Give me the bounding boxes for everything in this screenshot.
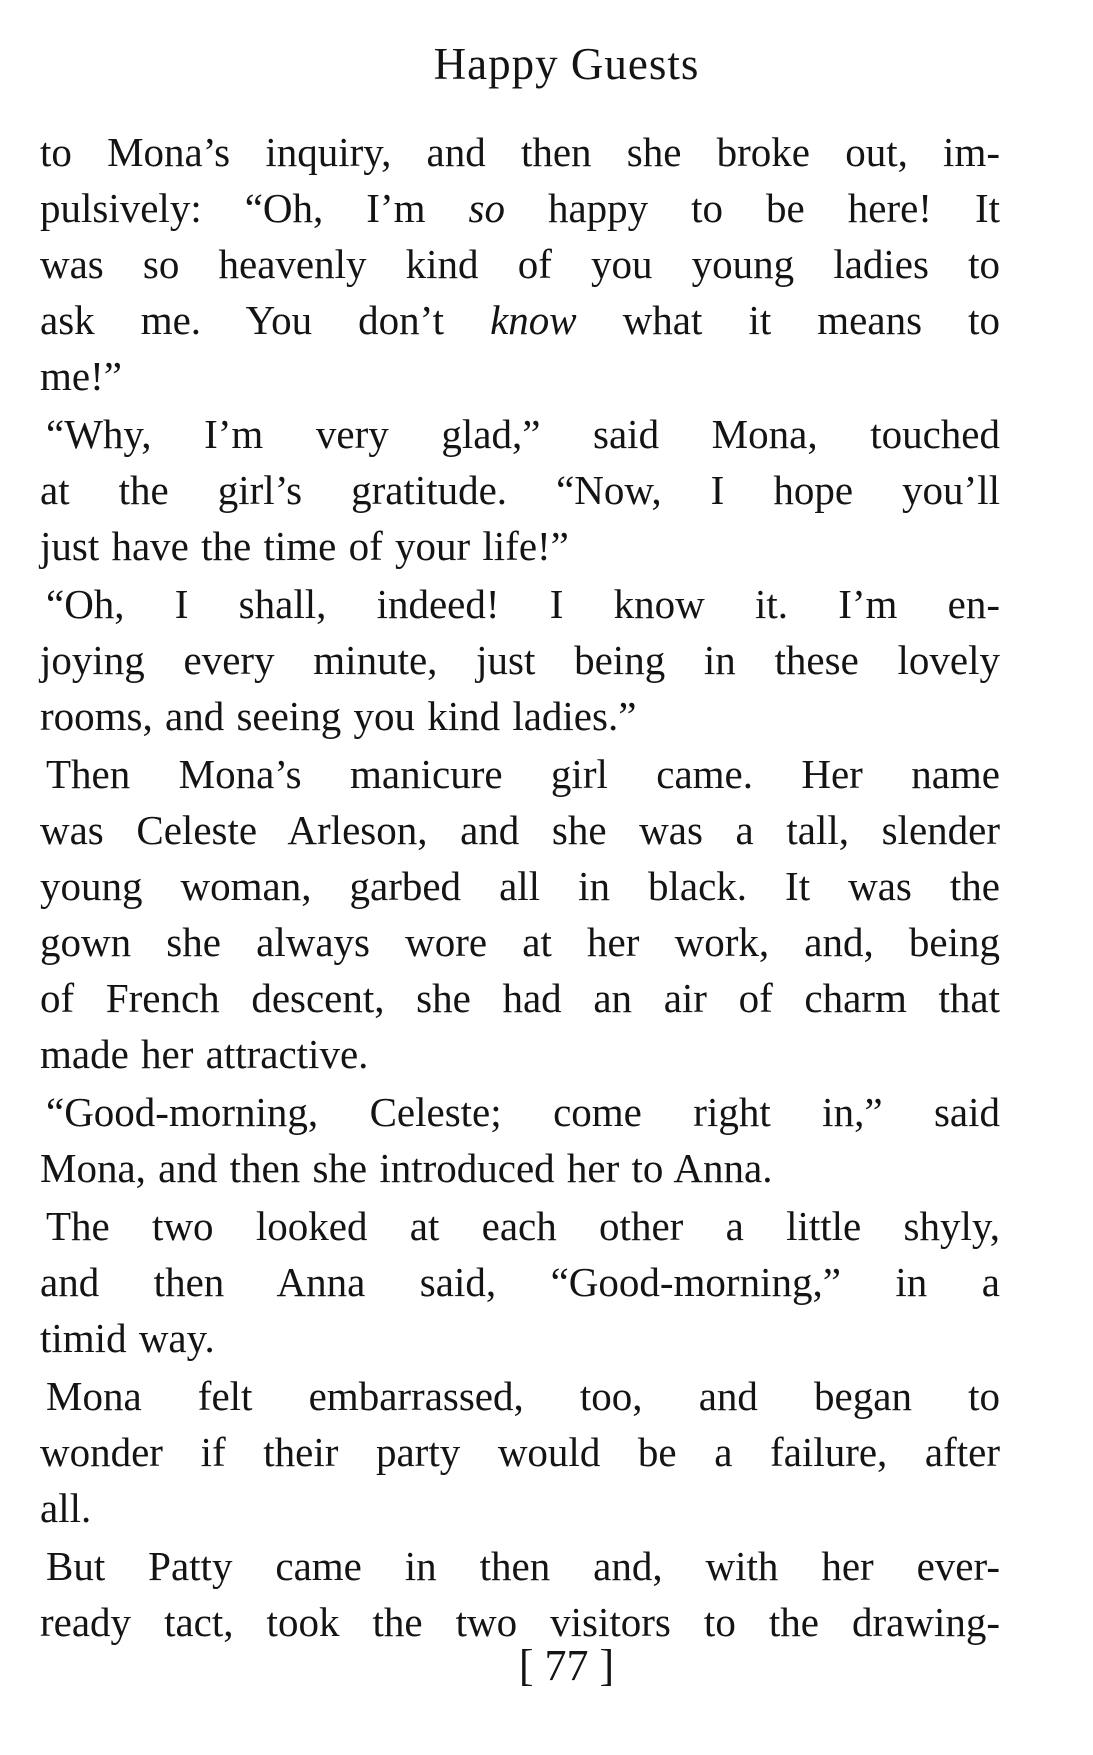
text-line: wonder if their party would be a failure, after [40, 1429, 1000, 1475]
text-line: “Why, I’m very glad,” said Mona, touched [46, 411, 1000, 457]
text-line: just have the time of your life!” [40, 523, 569, 569]
text-line: Mona, and then she introduced her to Anna. [40, 1145, 773, 1191]
page-number: [ 77 ] [518, 1641, 615, 1690]
paragraph [40, 1084, 1000, 1196]
text-line: Mona felt embarrassed, too, and began to [46, 1373, 1000, 1419]
paragraph [40, 406, 1000, 574]
text-line: of French descent, she had an air of charm that [40, 975, 1000, 1021]
text-line: joying every minute, just being in these lovely [40, 637, 1000, 683]
text-line: ready tact, took the two visitors to the drawing- [40, 1599, 1000, 1645]
text-line: Then Mona’s manicure girl came. Her name [46, 751, 1000, 797]
text-line: pulsively: “Oh, I’m so happy to be here! It [40, 185, 1000, 231]
paragraph [40, 1198, 1000, 1366]
paragraph [40, 576, 1000, 744]
text-line: rooms, and seeing you kind ladies.” [40, 693, 637, 739]
text-line: was Celeste Arleson, and she was a tall, slender [40, 807, 1000, 853]
running-head: Happy Guests [433, 39, 700, 89]
text-line: “Oh, I shall, indeed! I know it. I’m en- [46, 581, 1000, 627]
text-line: made her attractive. [40, 1031, 369, 1077]
text-line: gown she always wore at her work, and, being [40, 919, 1000, 965]
text-line: all. [40, 1485, 92, 1531]
text-line: The two looked at each other a little shyly, [46, 1203, 1000, 1249]
paragraph [40, 124, 1000, 404]
text-line: “Good-morning, Celeste; come right in,” said [46, 1089, 1000, 1135]
text-line: timid way. [40, 1315, 215, 1361]
text-line: ask me. You don’t know what it means to [40, 297, 1000, 343]
paragraph [40, 1368, 1000, 1536]
paragraph [40, 746, 1000, 1082]
text-line: was so heavenly kind of you young ladies to [40, 241, 1000, 287]
text-line: and then Anna said, “Good-morning,” in a [40, 1259, 1000, 1305]
text-line: me!” [40, 353, 122, 399]
body-text [40, 124, 1000, 1650]
text-line: young woman, garbed all in black. It was the [40, 863, 1000, 909]
text-line: to Mona’s inquiry, and then she broke out, im- [40, 129, 1000, 175]
text-line: at the girl’s gratitude. “Now, I hope you’ll [40, 467, 1000, 513]
paragraph [40, 1538, 1000, 1650]
text-line: But Patty came in then and, with her ever- [46, 1543, 1000, 1589]
